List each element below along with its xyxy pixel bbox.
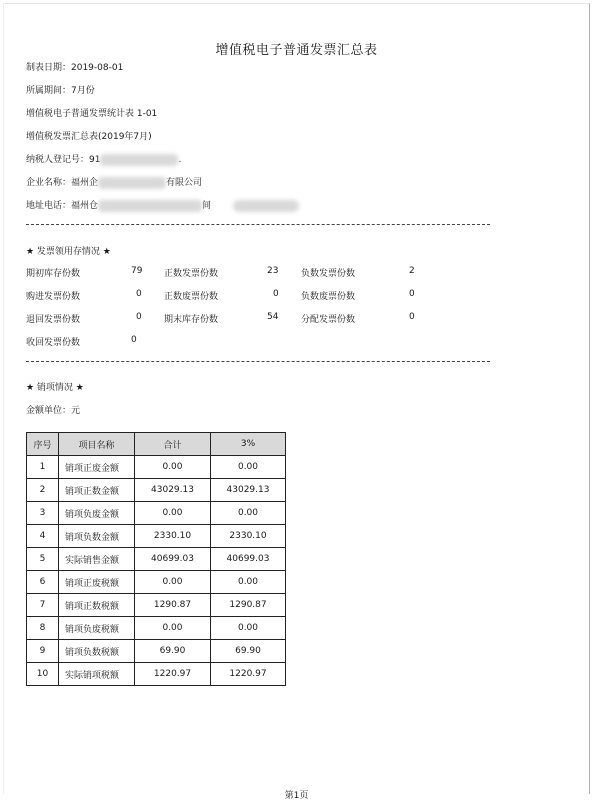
divider	[26, 361, 490, 362]
total-cell: 0.00	[135, 571, 211, 594]
rate-3-cell: 2330.10	[211, 525, 286, 548]
total-cell: 0.00	[135, 502, 211, 525]
taxpayer-id-label: 纳税人登记号：91	[26, 155, 101, 165]
rate-3-cell: 40699.03	[211, 548, 286, 571]
stock-label: 负数废票份数	[301, 292, 356, 302]
row-index-cell: 7	[27, 594, 59, 617]
stock-label: 购进发票份数	[26, 292, 81, 302]
divider	[26, 224, 490, 225]
stock-label: 收回发票份数	[26, 338, 81, 348]
redaction-blur	[98, 200, 202, 212]
redaction-blur	[100, 154, 178, 166]
table-row	[27, 640, 286, 663]
report-line-1: 增值税电子普通发票统计表 1-01	[26, 109, 158, 119]
total-cell: 43029.13	[135, 479, 211, 502]
taxpayer-id-tail: .	[178, 155, 182, 165]
report-line-2: 增值税发票汇总表(2019年7月)	[26, 132, 152, 142]
total-cell: 2330.10	[135, 525, 211, 548]
column-header: 合计	[135, 433, 211, 456]
amount-unit: 金额单位：元	[26, 406, 81, 416]
redaction-blur	[233, 200, 299, 212]
address-line	[26, 198, 299, 212]
table-row	[27, 525, 286, 548]
summary-table	[26, 432, 286, 686]
date-line: 制表日期：2019-08-01	[26, 63, 124, 73]
stock-label: 正数发票份数	[164, 269, 219, 279]
row-index-cell: 8	[27, 617, 59, 640]
table-row	[27, 571, 286, 594]
section-heading-sales: ★ 销项情况 ★	[26, 383, 84, 393]
stock-value: 0	[136, 312, 142, 322]
redaction-blur	[98, 177, 166, 189]
row-index-cell: 10	[27, 663, 59, 686]
rate-3-cell: 0.00	[211, 456, 286, 479]
row-index-cell: 5	[27, 548, 59, 571]
item-name-cell: 销项正废金额	[59, 456, 135, 479]
total-cell: 40699.03	[135, 548, 211, 571]
table-row	[27, 479, 286, 502]
stock-value: 0	[136, 289, 142, 299]
stock-value: 0	[409, 289, 415, 299]
stock-value: 23	[267, 266, 279, 276]
table-row	[27, 502, 286, 525]
column-header: 项目名称	[59, 433, 135, 456]
item-name-cell: 销项负废税额	[59, 617, 135, 640]
table-row	[27, 594, 286, 617]
table-row	[27, 663, 286, 686]
stock-label: 期初库存份数	[26, 269, 81, 279]
item-name-cell: 销项负数税额	[59, 640, 135, 663]
document-title: 增值税电子普通发票汇总表	[215, 43, 378, 58]
rate-3-cell: 0.00	[211, 571, 286, 594]
stock-label: 负数发票份数	[301, 269, 356, 279]
rate-3-cell: 69.90	[211, 640, 286, 663]
stock-label: 期末库存份数	[164, 315, 219, 325]
rate-3-cell: 1290.87	[211, 594, 286, 617]
page-number: 第1页	[284, 791, 309, 801]
row-index-cell: 4	[27, 525, 59, 548]
rate-3-cell: 0.00	[211, 617, 286, 640]
item-name-cell: 销项负数金额	[59, 525, 135, 548]
company-tail: 有限公司	[166, 178, 203, 188]
address-label: 地址电话：福州仓	[26, 201, 99, 211]
stock-value: 2	[409, 266, 415, 276]
rate-3-cell: 0.00	[211, 502, 286, 525]
taxpayer-id-line	[26, 152, 181, 166]
table-row	[27, 456, 286, 479]
table-row	[27, 548, 286, 571]
company-line	[26, 175, 202, 189]
item-name-cell: 实际销项税额	[59, 663, 135, 686]
stock-value: 0	[131, 335, 137, 345]
total-cell: 1290.87	[135, 594, 211, 617]
total-cell: 1220.97	[135, 663, 211, 686]
stock-value: 0	[409, 312, 415, 322]
item-name-cell: 实际销售金额	[59, 548, 135, 571]
period-line: 所属期间：7月份	[26, 86, 95, 96]
address-mid: 间	[202, 201, 212, 211]
column-header: 序号	[27, 433, 59, 456]
row-index-cell: 1	[27, 456, 59, 479]
row-index-cell: 6	[27, 571, 59, 594]
company-label: 企业名称：福州企	[26, 178, 99, 188]
item-name-cell: 销项正废税额	[59, 571, 135, 594]
row-index-cell: 3	[27, 502, 59, 525]
table-row	[27, 617, 286, 640]
column-header: 3%	[211, 433, 286, 456]
total-cell: 0.00	[135, 617, 211, 640]
item-name-cell: 销项负废金额	[59, 502, 135, 525]
row-index-cell: 9	[27, 640, 59, 663]
stock-value: 0	[273, 289, 279, 299]
rate-3-cell: 43029.13	[211, 479, 286, 502]
item-name-cell: 销项正数税额	[59, 594, 135, 617]
stock-label: 分配发票份数	[301, 315, 356, 325]
stock-label: 正数废票份数	[164, 292, 219, 302]
item-name-cell: 销项正数金额	[59, 479, 135, 502]
total-cell: 69.90	[135, 640, 211, 663]
stock-value: 54	[267, 312, 279, 322]
table-header-row	[27, 433, 286, 456]
section-heading-invoice-stock: ★ 发票领用存情况 ★	[26, 247, 111, 257]
stock-value: 79	[131, 266, 143, 276]
stock-label: 退回发票份数	[26, 315, 81, 325]
row-index-cell: 2	[27, 479, 59, 502]
rate-3-cell: 1220.97	[211, 663, 286, 686]
total-cell: 0.00	[135, 456, 211, 479]
